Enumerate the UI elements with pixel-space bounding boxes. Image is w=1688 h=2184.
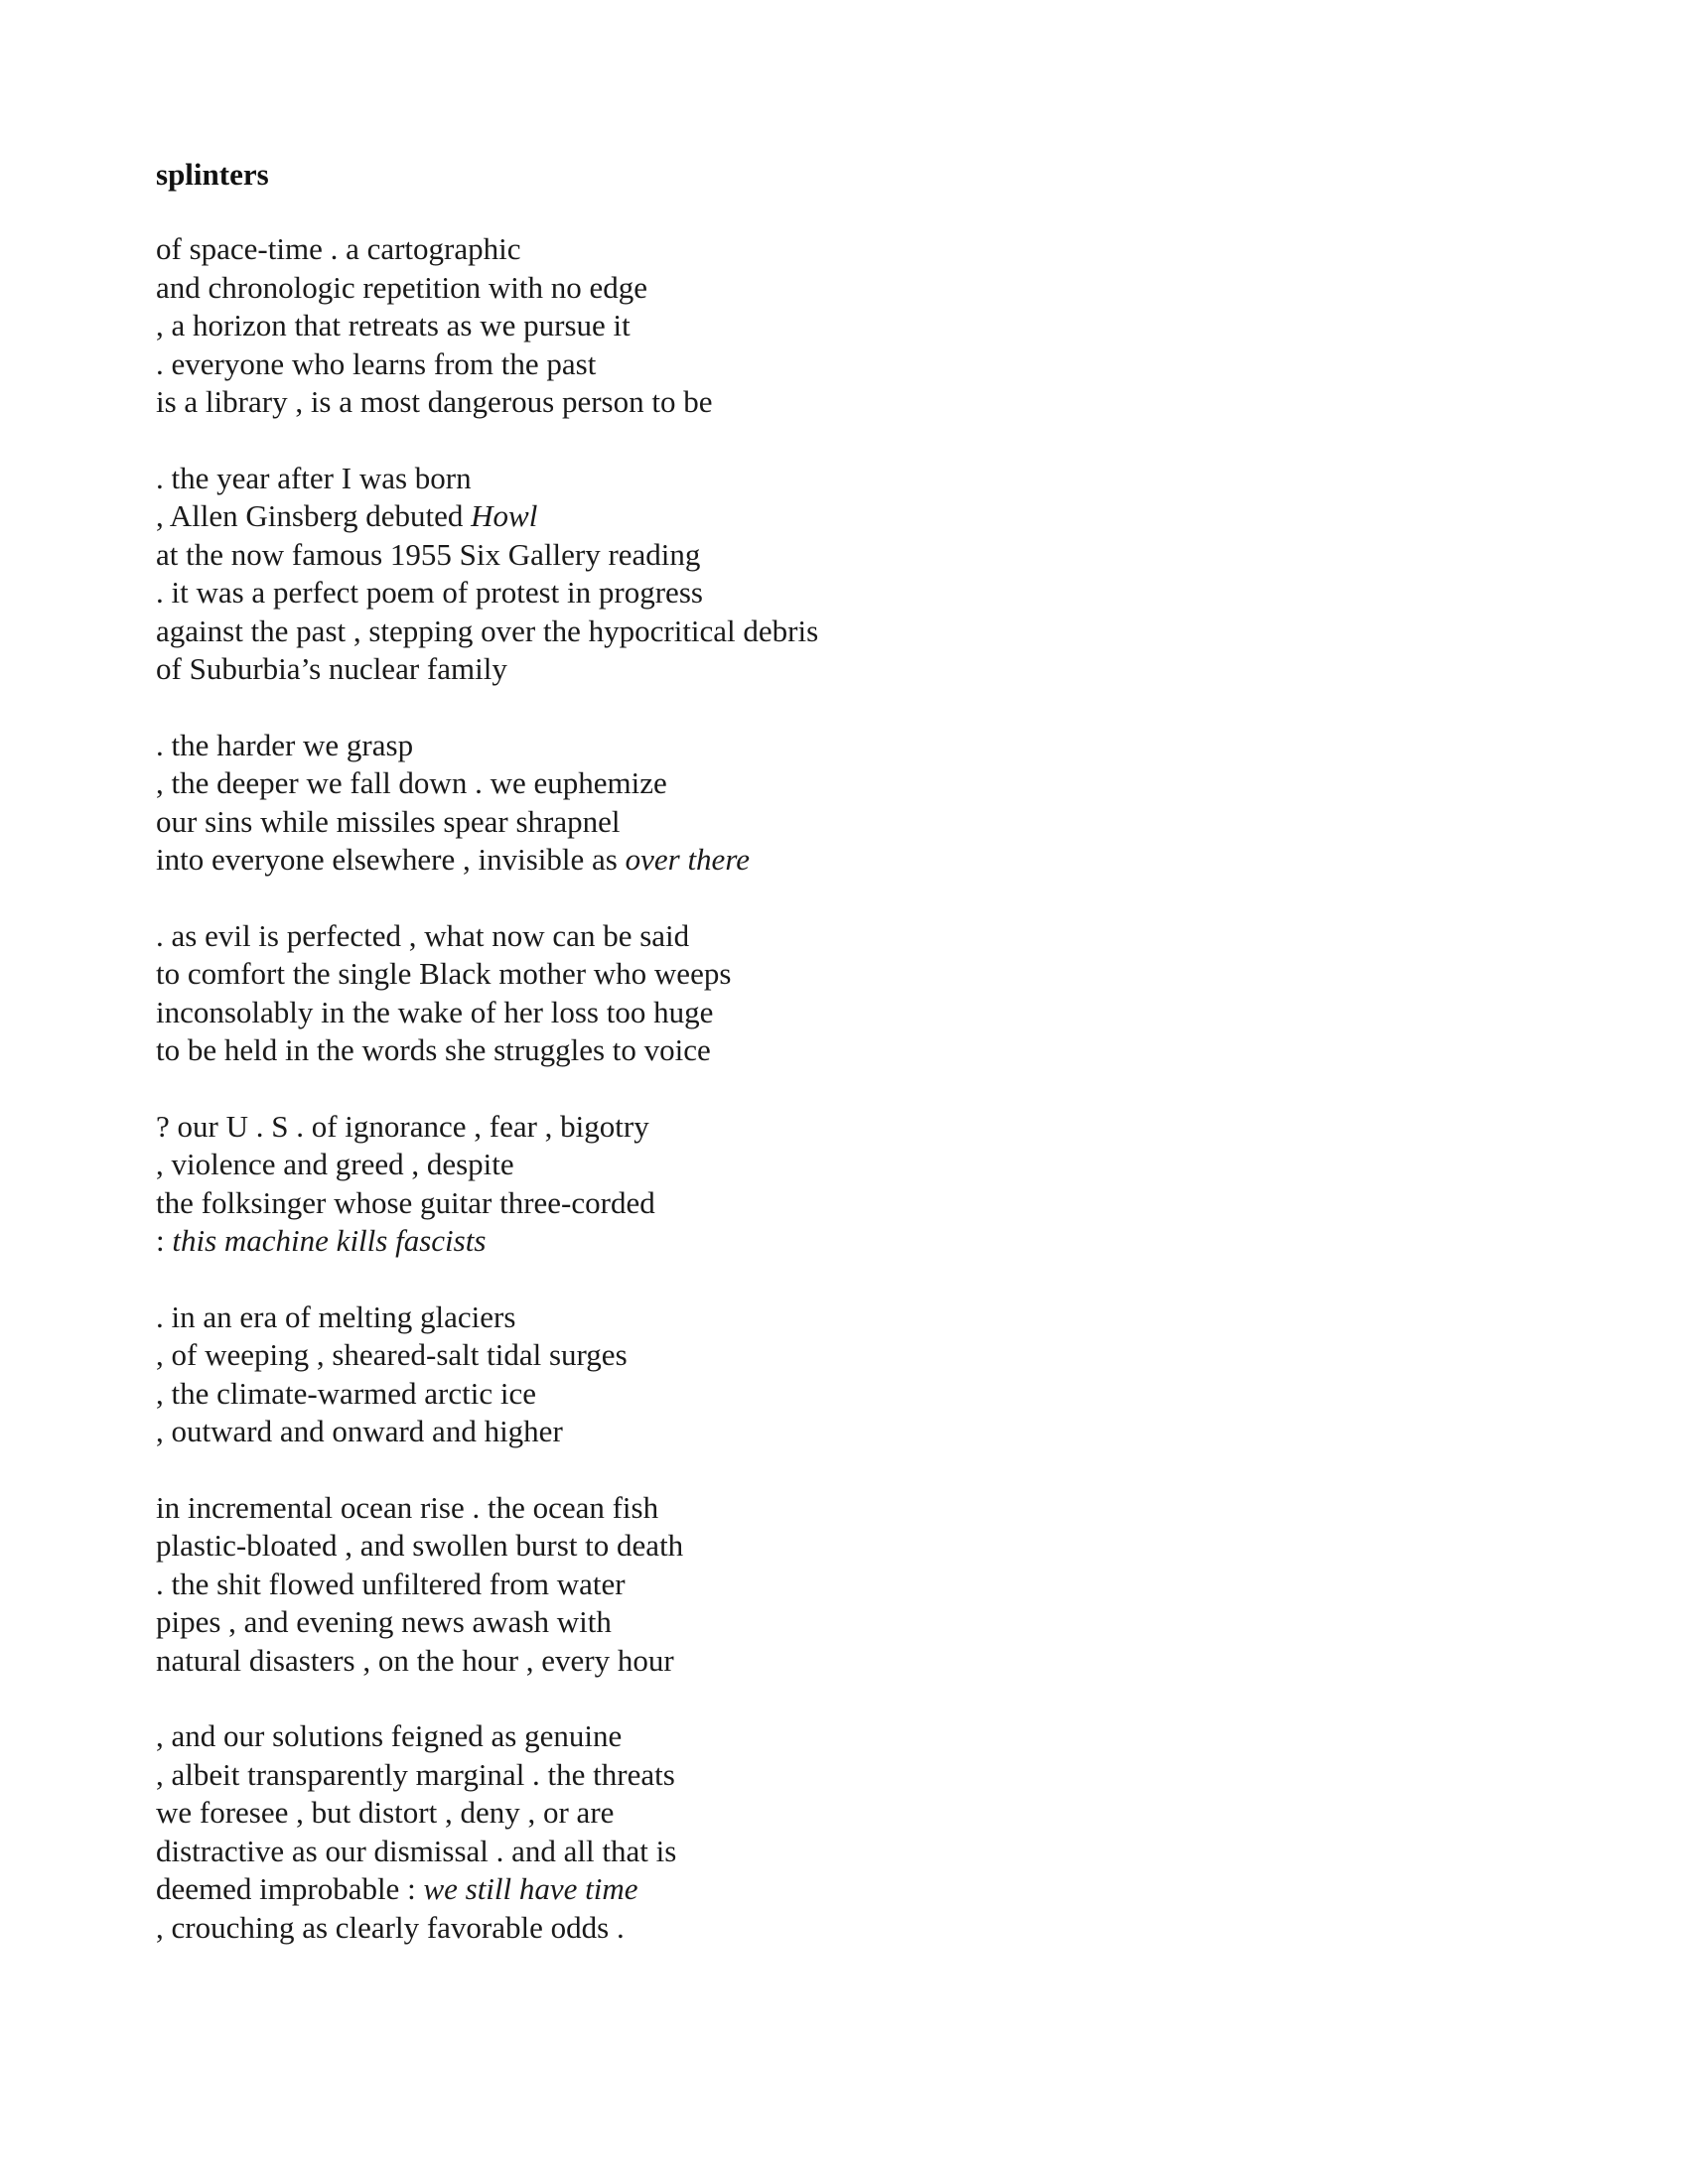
poem-line-text: ? our U . S . of ignorance , fear , bigotry: [156, 1108, 649, 1144]
poem-line: [156, 460, 1447, 498]
poem-line: [156, 307, 1447, 345]
poem-line: [156, 536, 1447, 575]
poem-line: [156, 803, 1447, 842]
poem-line-text: to be held in the words she struggles to voice: [156, 1032, 711, 1067]
poem-line: [156, 1794, 1447, 1833]
poem-line-text: to comfort the single Black mother who weeps: [156, 956, 732, 991]
poem-line: [156, 1527, 1447, 1566]
poem-line-text: , the deeper we fall down . we euphemize: [156, 765, 667, 800]
poem-line: [156, 1184, 1447, 1223]
poem-line: [156, 650, 1447, 689]
poem-line: [156, 269, 1447, 308]
poem-stanza: [156, 1717, 1447, 1947]
poem-line-text: . the year after I was born: [156, 460, 472, 495]
poem-line-text: distractive as our dismissal . and all that is: [156, 1833, 677, 1868]
poem-line: [156, 994, 1447, 1032]
poem-line-text: we foresee , but distort , deny , or are: [156, 1795, 615, 1830]
poem-line-text: , Allen Ginsberg debuted: [156, 498, 472, 533]
poem-stanza: [156, 727, 1447, 880]
poem-line: [156, 727, 1447, 765]
poem-line: [156, 345, 1447, 384]
poem-line: [156, 1603, 1447, 1642]
poem-line: [156, 1298, 1447, 1337]
poem-line-text: deemed improbable :: [156, 1871, 424, 1906]
poem-line: [156, 1717, 1447, 1756]
poem-line-text: our sins while missiles spear shrapnel: [156, 803, 621, 839]
poem-line-text: . everyone who learns from the past: [156, 345, 597, 381]
poem-line: [156, 1336, 1447, 1375]
poem-line-italic-text: we still have time: [423, 1871, 638, 1906]
poem-line-text: . the harder we grasp: [156, 727, 414, 762]
poem-line-text: :: [156, 1223, 173, 1258]
poem-line: [156, 1375, 1447, 1414]
poem-line: [156, 1108, 1447, 1147]
poem-line-text: , a horizon that retreats as we pursue it: [156, 308, 631, 342]
poem-stanza: [156, 917, 1447, 1070]
poem-line-text: . the shit flowed unfiltered from water: [156, 1566, 626, 1601]
poem-line-text: into everyone elsewhere , invisible as: [156, 842, 626, 877]
poem-stanza: [156, 1108, 1447, 1261]
poem-line: [156, 917, 1447, 956]
poem-line-text: . it was a perfect poem of protest in progress: [156, 575, 703, 610]
poem-body: [156, 230, 1447, 1984]
poem-title: splinters: [156, 157, 269, 192]
poem-line: [156, 841, 1447, 880]
poem-line: [156, 1489, 1447, 1528]
poem-line-text: natural disasters , on the hour , every hour: [156, 1642, 674, 1678]
poem-line-italic-text: over there: [625, 842, 750, 877]
poem-line: [156, 764, 1447, 803]
poem-line: [156, 230, 1447, 269]
poem-line-text: , crouching as clearly favorable odds .: [156, 1909, 625, 1945]
poem-line: [156, 383, 1447, 422]
poem-line-text: is a library , is a most dangerous person to be: [156, 384, 713, 419]
poem-line: [156, 574, 1447, 613]
poem-line-text: . in an era of melting glaciers: [156, 1298, 516, 1334]
poem-line-text: , albeit transparently marginal . the threats: [156, 1756, 675, 1792]
poem-line: [156, 955, 1447, 994]
poem-line-italic-text: this machine kills fascists: [172, 1223, 487, 1258]
poem-line: [156, 1031, 1447, 1070]
poem-line-text: plastic-bloated , and swollen burst to death: [156, 1528, 684, 1563]
poem-line: [156, 1146, 1447, 1184]
poem-line: [156, 1870, 1447, 1909]
poem-line-text: at the now famous 1955 Six Gallery reading: [156, 536, 701, 572]
poem-line-text: . as evil is perfected , what now can be said: [156, 917, 690, 953]
poem-line: [156, 613, 1447, 651]
poem-line: [156, 1756, 1447, 1795]
poem-line: [156, 1909, 1447, 1948]
poem-line: [156, 1413, 1447, 1451]
poem-line-text: and chronologic repetition with no edge: [156, 269, 648, 305]
poem-line-text: , of weeping , sheared-salt tidal surges: [156, 1337, 628, 1372]
poem-line: [156, 1222, 1447, 1261]
poem-stanza: [156, 1298, 1447, 1451]
poem-stanza: [156, 1489, 1447, 1681]
poem-line-italic-text: Howl: [471, 498, 538, 533]
poem-line-text: , violence and greed , despite: [156, 1147, 514, 1181]
poem-line-text: inconsolably in the wake of her loss too huge: [156, 994, 714, 1029]
poem-line-text: of Suburbia’s nuclear family: [156, 651, 507, 686]
poem-stanza: [156, 460, 1447, 689]
poem-line-text: , outward and onward and higher: [156, 1414, 563, 1448]
poem-line-text: against the past , stepping over the hypocritical debris: [156, 613, 819, 648]
poem-line-text: the folksinger whose guitar three-corded: [156, 1184, 655, 1220]
poem-line-text: , the climate-warmed arctic ice: [156, 1375, 536, 1411]
poem-stanza: [156, 230, 1447, 422]
poem-line-text: in incremental ocean rise . the ocean fish: [156, 1489, 659, 1525]
poem-line: [156, 1642, 1447, 1681]
poem-line: [156, 497, 1447, 536]
poem-line: [156, 1566, 1447, 1604]
poem-line-text: of space-time . a cartographic: [156, 231, 521, 266]
poem-line-text: , and our solutions feigned as genuine: [156, 1718, 623, 1753]
poem-line: [156, 1833, 1447, 1871]
poem-line-text: pipes , and evening news awash with: [156, 1604, 612, 1639]
